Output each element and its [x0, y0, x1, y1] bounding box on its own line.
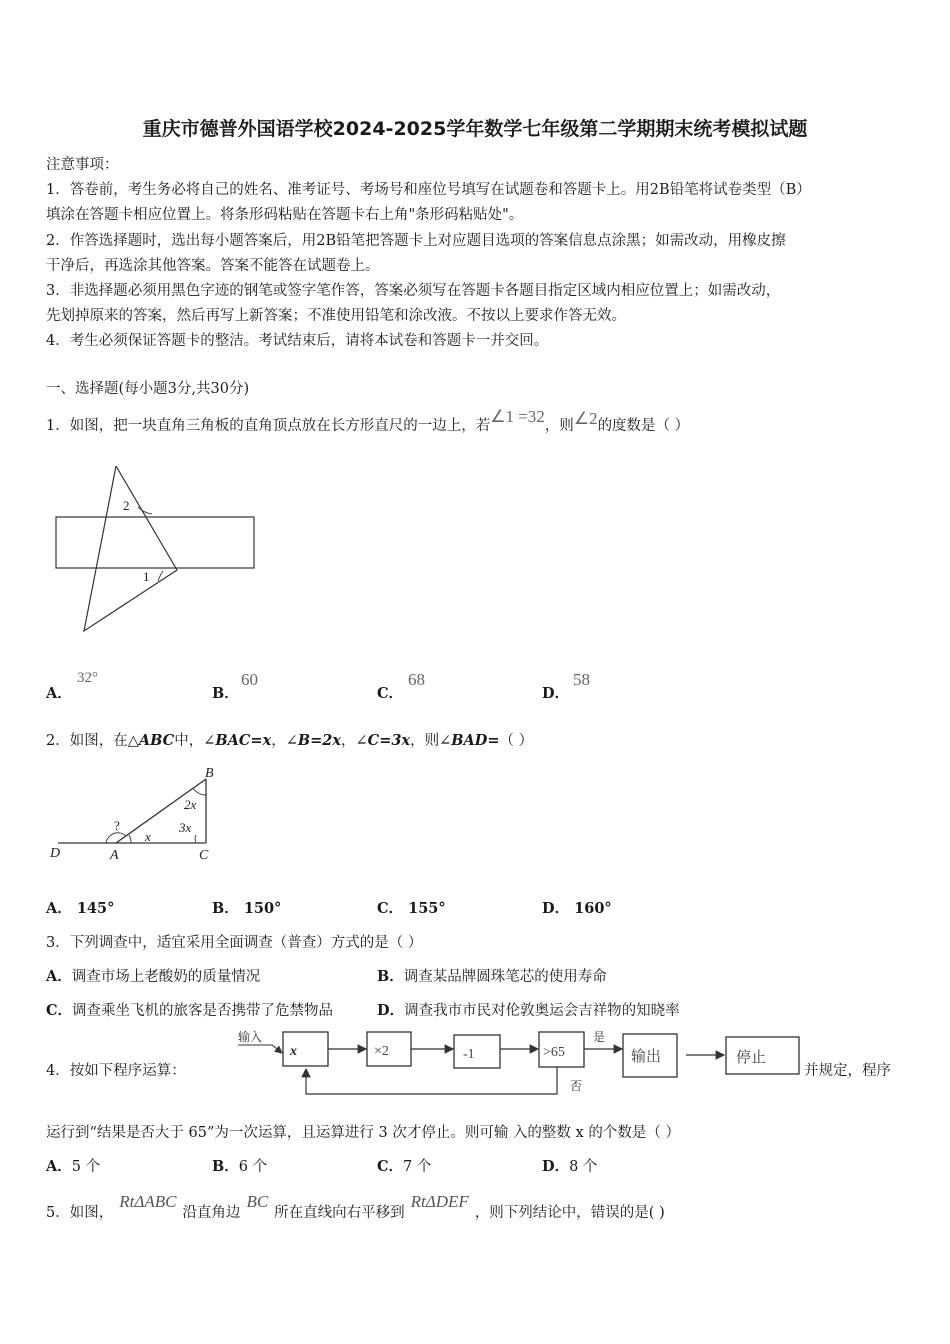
option-a-letter: A．	[46, 685, 72, 702]
svg-text:?: ?	[114, 818, 120, 833]
svg-text:是: 是	[593, 1030, 606, 1044]
option-d: D．8 个	[542, 1158, 598, 1175]
svg-text:3x: 3x	[179, 820, 192, 835]
svg-text:x: x	[290, 1044, 297, 1059]
section-heading: 一、选择题(每小题3分,共30分)	[46, 381, 250, 397]
option-b-letter: B．	[212, 685, 239, 702]
option-c-letter: C．	[377, 685, 404, 702]
option-b: B．6 个	[212, 1158, 268, 1175]
option-d: D． 160°	[542, 900, 612, 917]
option-a: A．5 个	[46, 1158, 101, 1175]
svg-text:-1: -1	[463, 1047, 475, 1062]
svg-text:>65: >65	[543, 1045, 565, 1060]
option-c: C．调查乘坐飞机的旅客是否携带了危禁物品	[46, 1002, 334, 1019]
svg-text:2x: 2x	[184, 797, 197, 812]
angle-2-label: 2	[123, 498, 130, 513]
svg-text:x: x	[145, 829, 151, 844]
option-b: B． 150°	[212, 900, 282, 917]
angle-1-label: 1	[143, 569, 150, 584]
option-a-value: 32°	[77, 670, 98, 686]
svg-text:×2: ×2	[374, 1044, 389, 1059]
svg-text:B: B	[205, 766, 214, 781]
option-b: B．调查某品牌圆珠笔芯的使用寿命	[377, 968, 607, 985]
page-title: 重庆市德普外国语学校2024-2025学年数学七年级第二学期期末统考模拟试题	[142, 118, 808, 140]
option-d-value: 58	[573, 670, 590, 689]
option-c: C．7 个	[377, 1158, 432, 1175]
question-4-stem: 4．按如下程序运算：	[46, 1063, 186, 1079]
question-4-line2: 运行到“结果是否大于 65”为一次运算，且运算进行 3 次才停止。则可输 入的整数 x 的个数是（ ）	[46, 1125, 680, 1141]
notice-line: 填涂在答题卡相应位置上。将条形码粘贴在答题卡右上角"条形码粘贴处"。	[46, 207, 524, 223]
svg-text:D: D	[50, 846, 61, 861]
notice-line: 干净后，再选涂其他答案。答案不能答在试题卷上。	[46, 258, 380, 274]
option-a: A． 145°	[46, 900, 115, 917]
option-c-value: 68	[408, 670, 425, 689]
option-b-value: 60	[241, 670, 258, 689]
svg-text:C: C	[199, 848, 209, 863]
question-4-stem-tail: 并规定，程序	[804, 1063, 891, 1079]
svg-text:停止: 停止	[736, 1050, 767, 1066]
svg-text:输出: 输出	[631, 1049, 662, 1065]
question-1-figure	[48, 460, 263, 638]
svg-text:A: A	[110, 848, 119, 863]
notice-line: 1．答卷前，考生务必将自己的姓名、准考证号、考场号和座位号填写在试题卷和答题卡上。用2B铅笔将试卷类型（B）	[46, 182, 811, 198]
question-3-stem: 3．下列调查中，适宜采用全面调查（普查）方式的是（ ）	[46, 935, 423, 951]
option-a: A．调查市场上老酸奶的质量情况	[46, 968, 261, 985]
question-2-stem: 2．如图，在△ABC中，∠BAC=x，∠B=2x，∠C=3x，则∠BAD=（ ）	[46, 732, 534, 749]
notice-line: 2．作答选择题时，选出每小题答案后，用2B铅笔把答题卡上对应题目选项的答案信息点涂黑；如需改动，用橡皮擦	[46, 233, 786, 249]
question-5-stem: 5．如图，RtΔABC沿直角边BC所在直线向右平移到RtΔDEF，则下列结论中，错误的是( )	[46, 1192, 665, 1221]
question-1-stem: 1．如图，把一块直角三角板的直角顶点放在长方形直尺的一边上，若∠1 =32，则∠2的度数是（ ）	[46, 407, 690, 434]
ruler-rectangle	[56, 517, 254, 568]
option-d: D．调查我市市民对伦敦奥运会吉祥物的知晓率	[377, 1002, 680, 1019]
svg-text:输入: 输入	[238, 1030, 263, 1044]
notice-heading: 注意事项：	[46, 157, 119, 173]
option-c: C． 155°	[377, 900, 446, 917]
svg-text:否: 否	[570, 1079, 583, 1093]
notice-line: 先划掉原来的答案，然后再写上新答案；不准使用铅笔和涂改液。不按以上要求作答无效。	[46, 308, 626, 324]
program-flowchart	[232, 1027, 804, 1097]
notice-line: 4．考生必须保证答题卡的整洁。考试结束后，请将本试卷和答题卡一并交回。	[46, 333, 549, 349]
option-d-letter: D．	[542, 685, 570, 702]
question-2-figure	[44, 765, 234, 865]
notice-line: 3．非选择题必须用黑色字迹的钢笔或签字笔作答，答案必须写在答题卡各题目指定区域内相应位置上；如需改动，	[46, 283, 781, 299]
set-square-triangle	[84, 466, 177, 631]
